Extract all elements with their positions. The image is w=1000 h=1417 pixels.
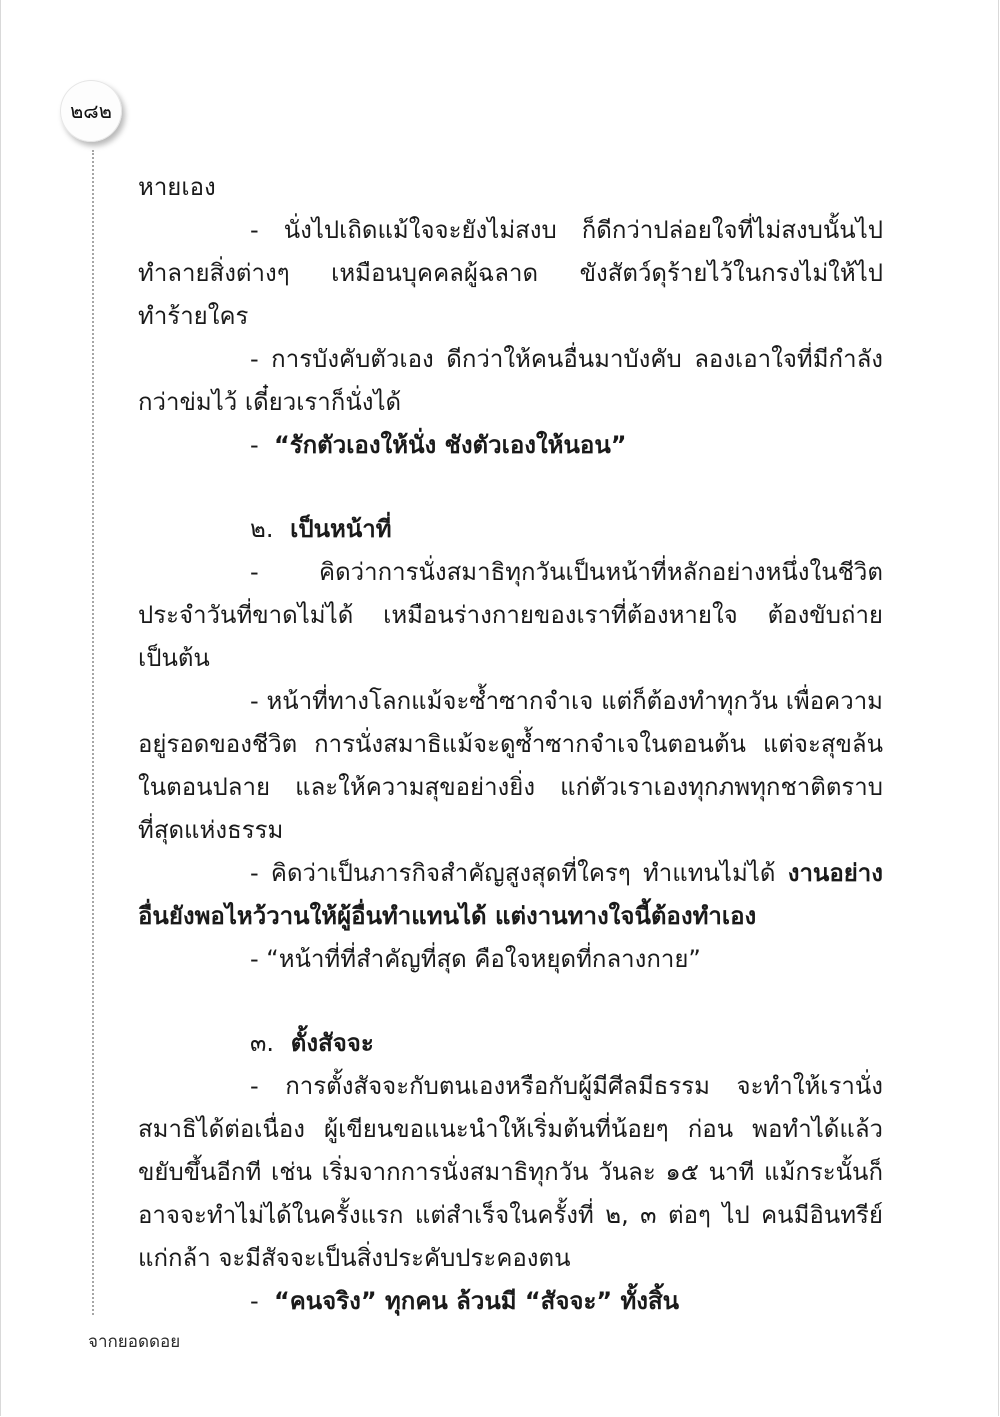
- footer-book-title: จากยอดดอย: [88, 1332, 181, 1352]
- paragraph: - คิดว่าการนั่งสมาธิทุกวันเป็นหน้าที่หลักอย่างหนึ่งในชีวิตประจำวันที่ขาดไม่ได้ เหมือนร่างกายของเราที่ต้องหายใจ ต้องขับถ่าย เป็นต้น: [138, 558, 883, 672]
- spacer: [138, 981, 883, 1022]
- section-number: ๓.: [250, 1029, 275, 1057]
- bullet-dash: -: [250, 1287, 259, 1315]
- paragraph: - “หน้าที่ที่สำคัญที่สุด คือใจหยุดที่กลางกาย”: [250, 945, 701, 973]
- paragraph: - นั่งไปเถิดแม้ใจจะยังไม่สงบ ก็ดีกว่าปล่อยใจที่ไม่สงบนั้นไปทำลายสิ่งต่างๆ เหมือนบุคคลผู้ฉลาด ขังสัตว์ดุร้ายไว้ในกรงไม่ให้ไปทำร้ายใคร: [138, 216, 883, 330]
- page-number-badge: [60, 80, 122, 142]
- bold-text: งานอย่างอื่นยังพอไหว้วานให้ผู้อื่นทำแทนได้ แต่งานทางใจนี้ต้องทำเอง: [138, 859, 883, 930]
- body-text: [138, 166, 883, 1323]
- paragraph: หายเอง: [138, 173, 216, 201]
- paragraph: - การตั้งสัจจะกับตนเองหรือกับผู้มีศีลมีธรรม จะทำให้เรานั่งสมาธิได้ต่อเนื่อง ผู้เขียนขอแนะนำให้เริ่มต้นที่น้อยๆ ก่อน พอทำได้แล้วขยับขึ้นอีกที เช่น เริ่มจากการนั่งสมาธิทุกวัน วันละ ๑๕ นาที แม้กระนั้นก็อาจจะทำไม่ได้ในครั้งแรก แต่สำเร็จในครั้งที่ ๒, ๓ ต่อๆ ไป คนมีอินทรีย์แก่กล้า จะมีสัจจะเป็นสิ่งประคับประคองตน: [138, 1072, 883, 1272]
- section-title: ตั้งสัจจะ: [290, 1029, 374, 1057]
- dotted-margin-rule: [92, 150, 94, 1315]
- paragraph-text: - คิดว่าเป็นภารกิจสำคัญสูงสุดที่ใครๆ ทำแทนไม่ได้: [250, 859, 776, 887]
- section-number: ๒.: [250, 515, 274, 543]
- section-heading: [138, 508, 883, 551]
- paragraph: [138, 852, 883, 938]
- quote-line: [138, 424, 883, 467]
- section-heading: [138, 1022, 883, 1065]
- spacer: [138, 467, 883, 508]
- bold-quote: “รักตัวเองให้นั่ง ชังตัวเองให้นอน”: [273, 431, 627, 459]
- section-title: เป็นหน้าที่: [290, 515, 392, 543]
- quote-line: [138, 1280, 883, 1323]
- bold-quote: “คนจริง” ทุกคน ล้วนมี “สัจจะ” ทั้งสิ้น: [273, 1287, 680, 1315]
- page-number: ๒๘๒: [70, 99, 112, 123]
- paragraph: - การบังคับตัวเอง ดีกว่าให้คนอื่นมาบังคับ ลองเอาใจที่มีกำลังกว่าข่มไว้ เดี๋ยวเราก็นั่งได้: [138, 345, 883, 416]
- bullet-dash: -: [250, 431, 259, 459]
- paragraph: - หน้าที่ทางโลกแม้จะซ้ำซากจำเจ แต่ก็ต้องทำทุกวัน เพื่อความอยู่รอดของชีวิต การนั่งสมาธิแม้จะดูซ้ำซากจำเจในตอนต้น แต่จะสุขล้นในตอนปลาย และให้ความสุขอย่างยิ่ง แก่ตัวเราเองทุกภพทุกชาติตราบที่สุดแห่งธรรม: [138, 687, 883, 844]
